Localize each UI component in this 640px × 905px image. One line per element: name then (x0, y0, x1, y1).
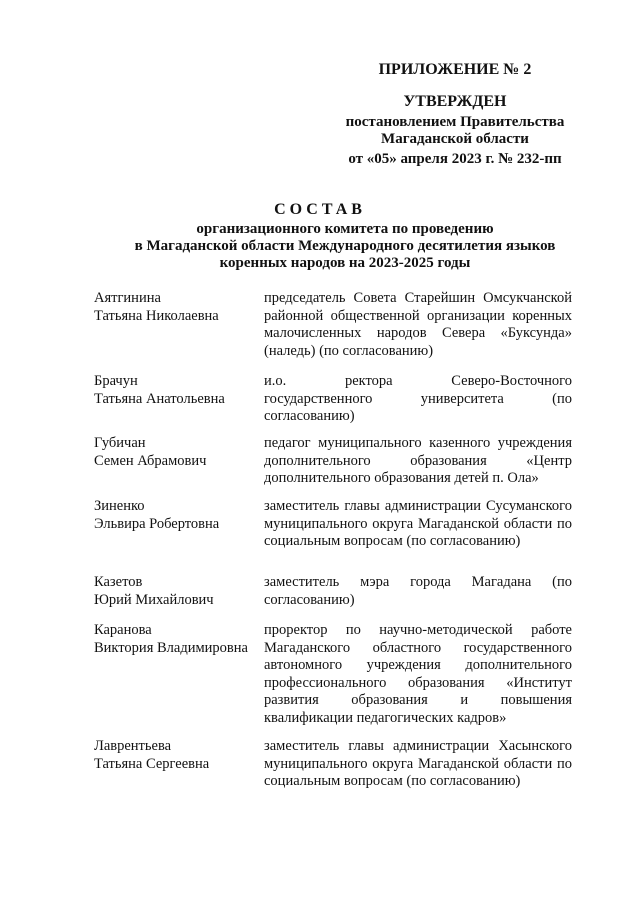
approved-label: УТВЕРЖДЕН (403, 93, 507, 110)
member-position: заместитель главы администрации Хасынского муниципального округа Магаданской области по социальным вопросам (по согласованию) (264, 738, 572, 789)
member-name (94, 574, 264, 609)
member-position: проректор по научно-методической работе Магаданского областного государственного автономного учреждения дополнительного профессионального образования «Институт развития образования и повышения квалификации педагогических кадров» (264, 622, 572, 726)
member-given-names: Виктория Владимировна (94, 639, 248, 656)
member-given-names: Татьяна Николаевна (94, 307, 219, 324)
member-name (94, 373, 264, 408)
member-given-names: Татьяна Анатольевна (94, 390, 225, 407)
decree-line: постановлением Правительства (345, 114, 565, 130)
decree-line: Магаданской области (381, 131, 529, 147)
member-position: и.о. ректора Северо-Восточного государственного университета (по согласованию) (264, 373, 572, 424)
member-given-names: Эльвира Робертовна (94, 515, 220, 532)
member-given-names: Юрий Михайлович (94, 591, 214, 608)
decree-reference (310, 114, 600, 148)
document-title: СОСТАВ (274, 201, 366, 218)
member-position: председатель Совета Старейшин Омсукчанской районной общественной организации коренных малочисленных народов Севера «Буксунда» (наледь) (по согласованию) (264, 290, 572, 359)
member-surname: Лаврентьева (94, 738, 172, 754)
member-name (94, 435, 264, 470)
member-name (94, 738, 264, 773)
member-given-names: Семен Абрамович (94, 452, 207, 469)
subtitle-line: организационного комитета по проведению (196, 221, 494, 237)
member-position: педагог муниципального казенного учреждения дополнительного образования «Центр дополнительного образования детей п. Ола» (264, 435, 572, 486)
member-position: заместитель мэра города Магадана (по согласованию) (264, 574, 572, 608)
member-name (94, 290, 264, 325)
decree-date: от «05» апреля 2023 г. № 232-пп (348, 151, 562, 167)
member-surname: Губичан (94, 435, 146, 451)
member-name (94, 622, 264, 657)
document-subtitle (100, 221, 590, 272)
member-surname: Каранова (94, 622, 152, 638)
member-position: заместитель главы администрации Сусуманского муниципального округа Магаданской области по социальным вопросам (по согласованию) (264, 498, 572, 549)
member-name (94, 498, 264, 533)
member-surname: Брачун (94, 373, 138, 389)
member-given-names: Татьяна Сергеевна (94, 755, 210, 772)
member-surname: Аятгинина (94, 290, 161, 306)
member-surname: Казетов (94, 574, 143, 590)
member-surname: Зиненко (94, 498, 145, 514)
subtitle-line: в Магаданской области Международного десятилетия языков (134, 238, 556, 254)
appendix-label: ПРИЛОЖЕНИЕ № 2 (378, 61, 532, 78)
subtitle-line: коренных народов на 2023-2025 годы (219, 255, 471, 271)
